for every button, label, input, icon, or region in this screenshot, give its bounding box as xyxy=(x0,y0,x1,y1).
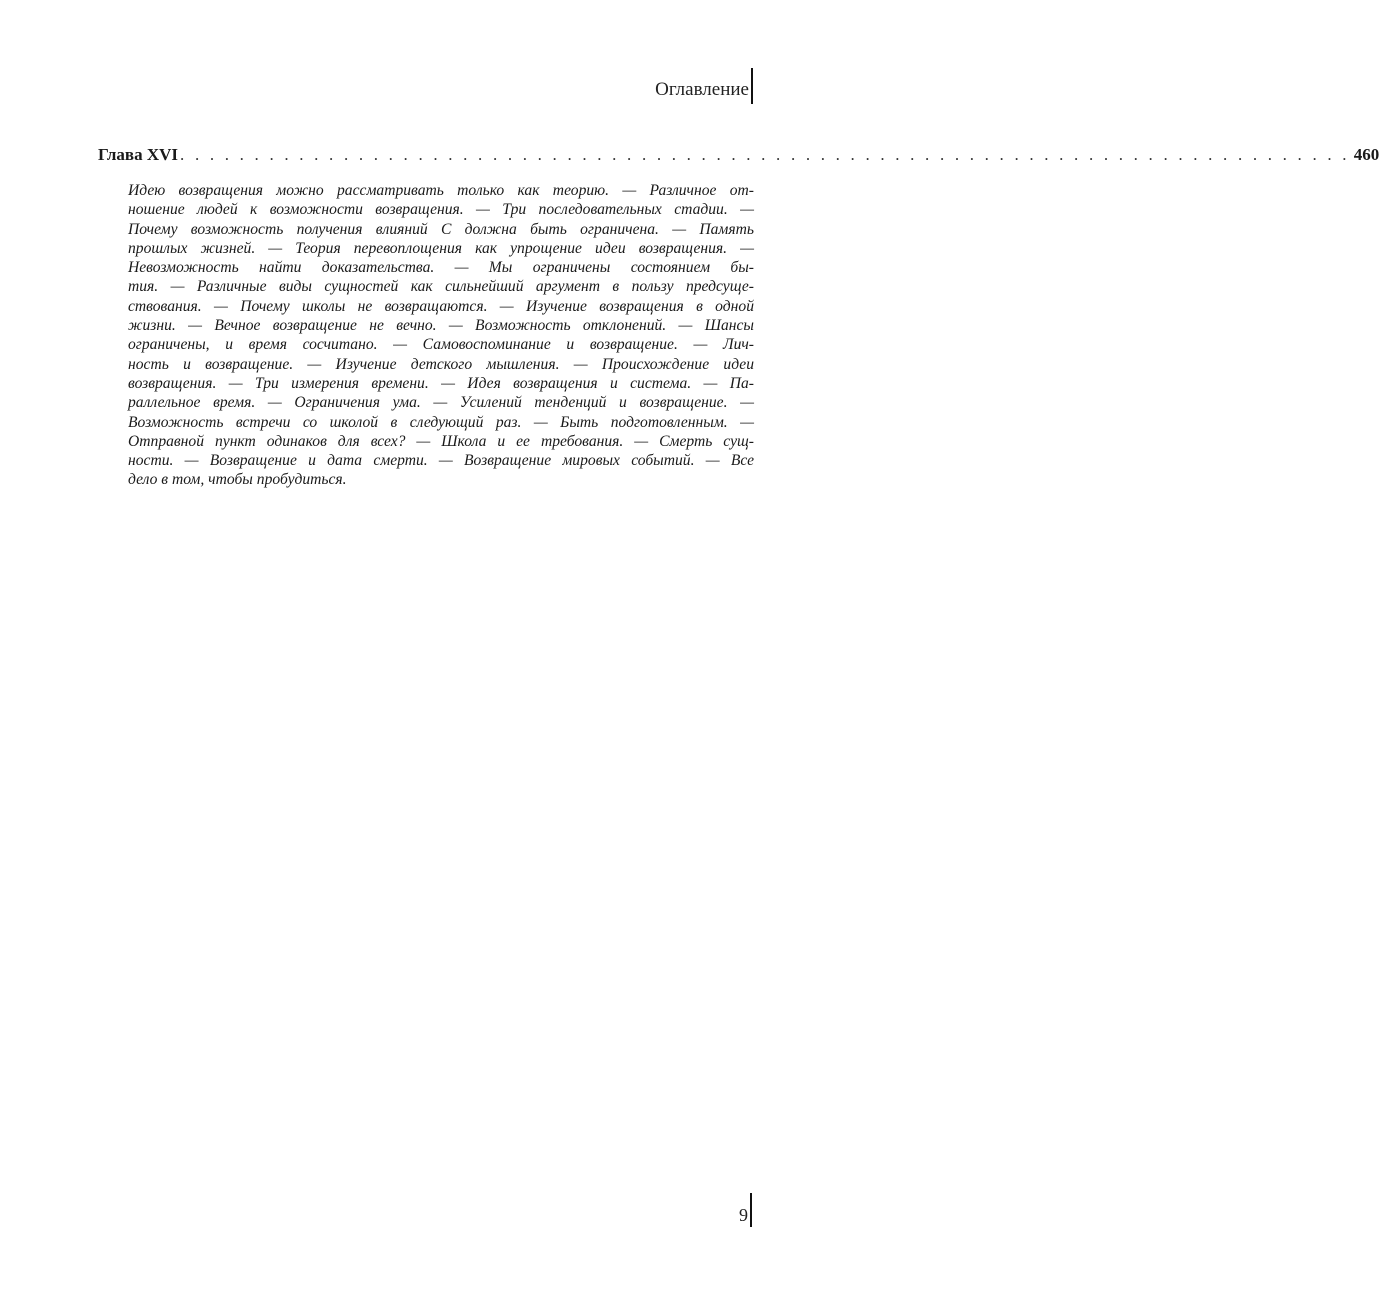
toc-entry xyxy=(98,144,1379,168)
abstract-line: возвращения. — Три измерения времени. — Идея возвращения и система. — Па- xyxy=(128,374,754,392)
abstract-line: ности. — Возвращение и дата смерти. — Возвращение мировых событий. — Все xyxy=(128,452,754,470)
abstract-line: раллельное время. — Ограничения ума. — Усилений тенденций и возвращение. — xyxy=(128,394,754,412)
toc-dot-leader: . . . . . . . . . . . . . . . . . . . . . . . . . . . . . . . . . . . . . . . . . . . . . . . . . . . . . . . . . . . . . . . . . . . . . . . . . . . . . . . xyxy=(180,145,1350,164)
abstract-line: дело в том, чтобы пробудиться. xyxy=(128,471,347,489)
page-number xyxy=(739,1204,748,1226)
footer-rule xyxy=(750,1193,752,1227)
abstract-line: Идею возвращения можно рассматривать только как теорию. — Различное от- xyxy=(128,182,754,199)
abstract-line: Почему возможность получения влияний С должна быть ограничена. — Память xyxy=(128,220,754,238)
abstract-line: ограничены, и время сосчитано. — Самовоспоминание и возвращение. — Лич- xyxy=(128,336,754,354)
abstract-line: ствования. — Почему школы не возвращаются. — Изучение возвращения в одной xyxy=(128,297,754,315)
abstract-line: ношение людей к возможности возвращения. — Три последовательных стадии. — xyxy=(128,201,754,219)
toc-entry-title: Глава XVI xyxy=(98,145,179,164)
header-rule xyxy=(751,68,753,104)
page-number-value: 9 xyxy=(739,1205,748,1225)
toc-entry-page: 460 xyxy=(1353,145,1379,164)
abstract-line: Невозможность найти доказательства. — Мы ограничены состоянием бы- xyxy=(128,259,754,277)
abstract-line: тия. — Различные виды сущностей как сильнейший аргумент в пользу предсуще- xyxy=(128,278,754,296)
running-header-title: Оглавление xyxy=(655,79,749,100)
abstract-line: прошлых жизней. — Теория перевоплощения как упрощение идеи возвращения. — xyxy=(128,239,754,257)
chapter-abstract xyxy=(128,181,754,490)
running-header xyxy=(655,78,749,102)
abstract-line: жизни. — Вечное возвращение не вечно. — Возможность отклонений. — Шансы xyxy=(128,317,754,335)
abstract-line: Отправной пункт одинаков для всех? — Школа и ее требования. — Смерть сущ- xyxy=(128,432,754,450)
abstract-line: Возможность встречи со школой в следующий раз. — Быть подготовленным. — xyxy=(128,413,754,431)
abstract-line: ность и возвращение. — Изучение детского мышления. — Происхождение идеи xyxy=(128,355,754,373)
